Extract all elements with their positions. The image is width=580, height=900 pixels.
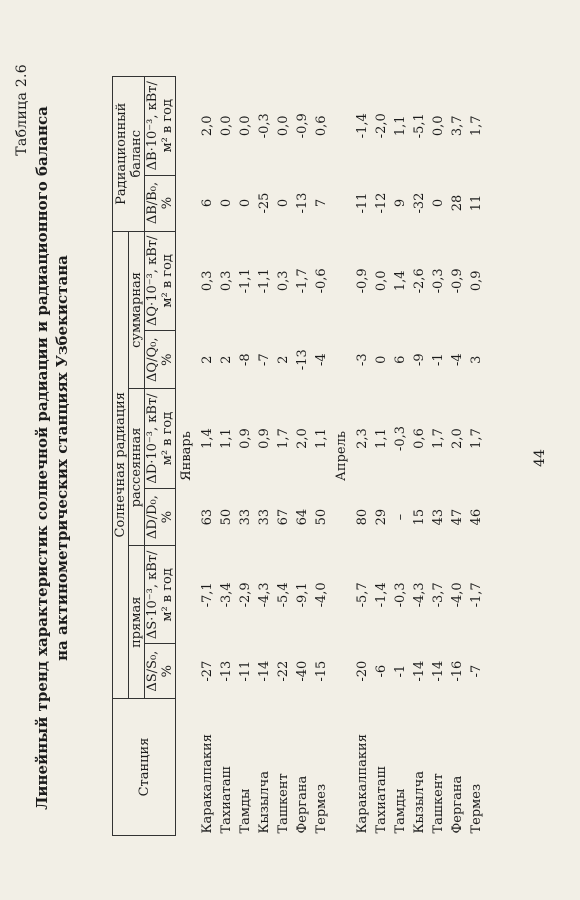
header-station: Станция: [113, 699, 176, 836]
table-cell: -27: [200, 660, 215, 682]
station-name: Тахиаташ: [374, 766, 389, 834]
table-cell: 0,3: [276, 270, 291, 292]
table-cell: 50: [219, 508, 234, 526]
table-cell: -40: [295, 660, 310, 682]
table-cell: -9: [412, 353, 427, 367]
table-cell: -12: [374, 192, 389, 214]
table-title: Линейный тренд характеристик солнечной радиации и радиационного баланса на актинометрических станциях Узбекистана: [33, 106, 71, 810]
table-cell: -14: [257, 660, 272, 682]
table-row: [372, 77, 391, 836]
table-cell: -0,9: [295, 113, 310, 139]
table-row: [217, 77, 236, 836]
header-db-abs: ΔB·10⁻³, кВт/м² в год: [145, 77, 176, 176]
month-row: [176, 77, 199, 836]
table-cell: 0,9: [257, 428, 272, 449]
header-total: суммарная: [129, 231, 145, 389]
table-cell: -0,3: [393, 582, 408, 608]
table-cell: 2: [200, 355, 215, 364]
table-cell: -0,3: [257, 113, 272, 139]
table-cell: 2,0: [450, 428, 465, 449]
table-cell: -4,3: [412, 582, 427, 608]
table-cell: 3,7: [450, 115, 465, 137]
station-name: Фергана: [295, 775, 310, 834]
table-cell: 0: [219, 198, 234, 208]
header-dd-abs: ΔD·10⁻³, кВт/м² в год: [145, 389, 176, 488]
table-cell: 6: [200, 198, 215, 208]
table-cell: 0,3: [219, 270, 234, 292]
table-cell: -1: [393, 664, 408, 678]
table-cell: 33: [238, 508, 253, 526]
table-cell: -25: [257, 192, 272, 214]
table-cell: -4,0: [314, 582, 329, 608]
table-cell: -1,1: [257, 268, 272, 294]
table-cell: 64: [295, 508, 310, 526]
table-cell: -6: [374, 664, 389, 678]
table-row: [467, 77, 486, 836]
table-cell: -16: [450, 660, 465, 682]
table-cell: -5,4: [276, 582, 291, 608]
table-cell: -0,3: [431, 268, 446, 294]
header-solar-radiation: Солнечная радиация: [113, 231, 129, 698]
month-label: Январь: [179, 431, 194, 481]
rotated-page: [10, 58, 570, 858]
table-cell: -4,0: [450, 582, 465, 608]
table-cell: 1,1: [374, 428, 389, 449]
table-cell: -4: [314, 353, 329, 367]
table-row: [236, 77, 255, 836]
table-cell: 46: [469, 508, 484, 526]
table-cell: 1,4: [200, 428, 215, 449]
table-cell: 1,1: [393, 115, 408, 137]
header-diffuse: рассеянная: [129, 389, 145, 546]
table-cell: 2: [219, 355, 234, 364]
table-row: [255, 77, 274, 836]
table-cell: 6: [393, 355, 408, 364]
table-row: [448, 77, 467, 836]
table-cell: -2,0: [374, 113, 389, 139]
station-name: Тамды: [393, 788, 408, 834]
table-row: [353, 77, 372, 836]
table-cell: -0,3: [393, 425, 408, 452]
table-cell: -1,7: [295, 268, 310, 294]
table-cell: -11: [355, 192, 370, 214]
station-name: Тахиаташ: [219, 766, 234, 834]
table-cell: -0,6: [314, 268, 329, 294]
table-cell: -13: [295, 192, 310, 214]
data-table: [112, 76, 486, 836]
table-cell: 1,7: [469, 428, 484, 449]
table-cell: -4,3: [257, 582, 272, 608]
table-cell: 0,3: [200, 270, 215, 292]
header-radiation-balance: Радиационный баланс: [113, 77, 145, 232]
table-cell: -3,4: [219, 582, 234, 608]
table-cell: -8: [238, 353, 253, 367]
table-cell: 1,4: [393, 270, 408, 292]
table-cell: -4: [450, 353, 465, 367]
table-cell: 1,1: [314, 428, 329, 449]
table-cell: 0,9: [469, 270, 484, 292]
table-cell: -14: [412, 660, 427, 682]
table-cell: 28: [450, 194, 465, 212]
table-cell: 1,7: [469, 115, 484, 137]
station-name: Фергана: [450, 775, 465, 834]
station-name: Кызылча: [412, 771, 427, 834]
table-cell: 3: [469, 355, 484, 364]
table-cell: 2,0: [200, 115, 215, 137]
table-cell: -20: [355, 660, 370, 682]
table-cell: -1,1: [238, 268, 253, 294]
table-cell: -9,1: [295, 582, 310, 608]
table-cell: -5,1: [412, 113, 427, 139]
header-ds-abs: ΔS·10⁻³, кВт/м² в год: [145, 546, 176, 644]
table-row: [293, 77, 312, 836]
header-ds-pct: ΔS/S₀, %: [145, 644, 176, 699]
table-cell: -13: [295, 349, 310, 371]
table-cell: 0: [238, 198, 253, 208]
table-cell: -2,6: [412, 268, 427, 294]
table-cell: 50: [314, 508, 329, 526]
station-name: Термез: [469, 783, 484, 834]
table-cell: 0,0: [238, 115, 253, 137]
table-cell: -3: [355, 353, 370, 367]
table-row: [274, 77, 293, 836]
table-cell: -2,9: [238, 582, 253, 608]
table-cell: 1,1: [219, 428, 234, 449]
table-cell: 11: [469, 194, 484, 212]
table-cell: -32: [412, 192, 427, 214]
table-cell: 9: [393, 198, 408, 208]
table-cell: -5,7: [355, 582, 370, 608]
table-cell: 2: [276, 355, 291, 364]
table-cell: 67: [276, 508, 291, 526]
table-cell: -11: [238, 660, 253, 682]
table-row: [391, 77, 410, 836]
table-number: Таблица 2.6: [14, 64, 30, 156]
table-cell: -0,9: [355, 268, 370, 294]
table-cell: 0: [374, 355, 389, 364]
table-cell: -14: [431, 660, 446, 682]
station-name: Каракалпакия: [355, 734, 370, 834]
table-cell: 7: [314, 198, 329, 208]
table-cell: -0,9: [450, 268, 465, 294]
table-row: [410, 77, 429, 836]
table-cell: 0,6: [314, 115, 329, 137]
table-cell: -22: [276, 660, 291, 682]
header-db-pct: ΔB/B₀, %: [145, 175, 176, 231]
table-cell: -1,4: [374, 582, 389, 608]
table-cell: 80: [355, 508, 370, 526]
month-label: Апрель: [334, 431, 349, 481]
table-cell: 15: [412, 508, 427, 526]
table-cell: 29: [374, 508, 389, 526]
table-cell: -7,1: [200, 582, 215, 608]
table-cell: -13: [219, 660, 234, 682]
header-dd-pct: ΔD/D₀, %: [145, 488, 176, 546]
table-cell: -7: [257, 353, 272, 367]
table-cell: 33: [257, 508, 272, 526]
table-cell: 63: [200, 508, 215, 526]
page-number: 44: [532, 449, 548, 467]
table-cell: -15: [314, 660, 329, 682]
table-cell: -3,7: [431, 582, 446, 608]
header-dq-pct: ΔQ/Q₀, %: [145, 331, 176, 389]
table-cell: 1,7: [276, 428, 291, 449]
table-body: [176, 77, 487, 836]
month-row: [331, 77, 353, 836]
table-cell: –: [393, 513, 408, 521]
table-cell: -1: [431, 353, 446, 367]
header-direct: прямая: [129, 546, 145, 699]
table-cell: 2,3: [355, 428, 370, 449]
station-name: Термез: [314, 783, 329, 834]
station-name: Тамды: [238, 788, 253, 834]
station-name: Ташкент: [431, 773, 446, 834]
table-cell: 2,0: [295, 428, 310, 449]
header-dq-abs: ΔQ·10⁻³, кВт/м² в год: [145, 231, 176, 331]
table-cell: 0: [431, 198, 446, 208]
station-name: Каракалпакия: [200, 734, 215, 834]
table-cell: -7: [469, 664, 484, 678]
table-cell: 0: [276, 198, 291, 208]
table-row: [198, 77, 217, 836]
table-cell: 43: [431, 508, 446, 526]
table-row: [312, 77, 331, 836]
table-cell: 0,0: [219, 115, 234, 137]
table-row: [429, 77, 448, 836]
table-cell: 0,6: [412, 428, 427, 449]
table-cell: 47: [450, 508, 465, 526]
station-name: Ташкент: [276, 773, 291, 834]
table-cell: 0,0: [276, 115, 291, 137]
table-cell: 0,0: [374, 270, 389, 292]
table-cell: 0,9: [238, 428, 253, 449]
station-name: Кызылча: [257, 771, 272, 834]
table-cell: -1,4: [355, 113, 370, 139]
table-cell: 0,0: [431, 115, 446, 137]
table-cell: -1,7: [469, 582, 484, 608]
table-cell: 1,7: [431, 428, 446, 449]
